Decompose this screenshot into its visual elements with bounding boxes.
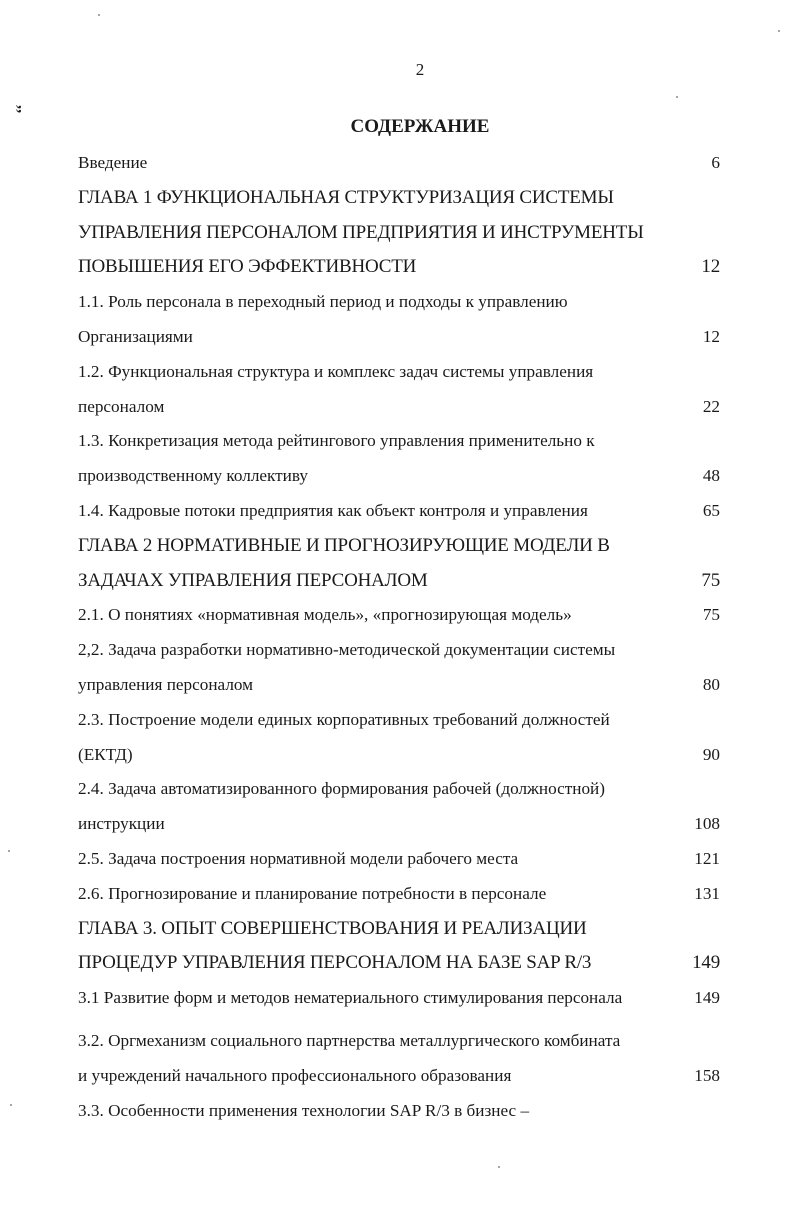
toc-text: ГЛАВА 3. ОПЫТ СОВЕРШЕНСТВОВАНИЯ И РЕАЛИЗАЦИИ	[78, 917, 587, 939]
toc-line	[78, 529, 720, 564]
toc-line	[78, 912, 720, 947]
scan-speck	[98, 14, 100, 16]
toc-page-number: 12	[702, 326, 720, 346]
toc-text: 2,2. Задача разработки нормативно-методической документации системы	[78, 640, 616, 660]
toc-line	[78, 181, 720, 216]
toc-line	[78, 738, 720, 773]
toc-text: Введение	[78, 153, 148, 172]
toc-line	[78, 1059, 720, 1094]
toc-text: ПРОЦЕДУР УПРАВЛЕНИЯ ПЕРСОНАЛОМ НА БАЗЕ SAP R/3	[78, 952, 592, 974]
toc-text: производственному коллективу	[78, 466, 309, 486]
toc-line	[78, 424, 720, 459]
toc-page-number: 90	[702, 744, 720, 764]
toc-text: персоналом	[78, 396, 165, 416]
toc-page-number: 22	[702, 396, 720, 416]
toc-page-number: 75	[701, 569, 720, 591]
toc-line	[78, 633, 720, 668]
page-number: 2	[415, 60, 425, 79]
toc-text: ГЛАВА 1 ФУНКЦИОНАЛЬНАЯ СТРУКТУРИЗАЦИЯ СИСТЕМЫ	[78, 186, 614, 208]
toc-text: 2.4. Задача автоматизированного формирования рабочей (должностной)	[78, 779, 605, 799]
toc-line	[78, 877, 720, 912]
toc-text: и учреждений начального профессионального образования	[78, 1065, 512, 1085]
toc-text: 2.5. Задача построения нормативной модели рабочего места	[78, 848, 519, 868]
toc-page-number: 75	[702, 605, 720, 625]
toc-text: 2.6. Прогнозирование и планирование потребности в персонале	[78, 883, 547, 903]
toc-text: ГЛАВА 2 НОРМАТИВНЫЕ И ПРОГНОЗИРУЮЩИЕ МОДЕЛИ В	[78, 534, 610, 556]
scan-speck	[676, 96, 678, 98]
toc-line	[78, 1024, 720, 1059]
toc-text: управления персоналом	[78, 674, 254, 694]
toc-line	[78, 946, 720, 981]
toc-line	[78, 703, 720, 738]
toc-text: 1.2. Функциональная структура и комплекс задач системы управления	[78, 361, 594, 381]
scan-speck	[778, 30, 780, 32]
table-of-contents	[78, 146, 720, 1128]
toc-page-number: 158	[694, 1065, 720, 1085]
toc-line	[78, 494, 720, 529]
toc-line	[78, 842, 720, 877]
toc-line	[78, 355, 720, 390]
toc-text: 3.3. Особенности применения технологии SAP R/3 в бизнес –	[78, 1100, 530, 1120]
toc-page-number: 149	[692, 952, 720, 974]
toc-line	[78, 146, 720, 181]
toc-line	[78, 668, 720, 703]
toc-line	[78, 981, 720, 1016]
toc-page-number: 48	[702, 466, 720, 486]
toc-page-number: 65	[702, 500, 720, 520]
toc-line	[78, 390, 720, 425]
toc-line	[78, 459, 720, 494]
toc-line	[78, 807, 720, 842]
toc-line	[78, 564, 720, 599]
toc-text: ПОВЫШЕНИЯ ЕГО ЭФФЕКТИВНОСТИ	[78, 256, 417, 278]
toc-line	[78, 250, 720, 285]
toc-text: Организациями	[78, 326, 193, 346]
toc-text: (ЕКТД)	[78, 744, 133, 764]
scan-speck	[10, 1104, 12, 1106]
toc-page-number: 12	[701, 256, 720, 278]
toc-page-number: 149	[694, 988, 720, 1008]
toc-page-number: 131	[694, 883, 720, 903]
toc-line	[78, 216, 720, 251]
toc-page-number: 121	[694, 848, 720, 868]
toc-page-number: 6	[711, 153, 720, 172]
toc-line	[78, 320, 720, 355]
page-title: СОДЕРЖАНИЕ	[350, 116, 490, 137]
toc-text: 2.3. Построение модели единых корпоративных требований должностей	[78, 709, 610, 729]
toc-text: 3.2. Оргмеханизм социального партнерства металлургического комбината	[78, 1030, 621, 1050]
toc-text: 3.1 Развитие форм и методов нематериального стимулирования персонала	[78, 988, 623, 1008]
toc-text: 2.1. О понятиях «нормативная модель», «прогнозирующая модель»	[78, 605, 572, 625]
scan-speck	[8, 850, 10, 852]
toc-page-number: 80	[702, 674, 720, 694]
toc-line	[78, 772, 720, 807]
toc-text: 1.4. Кадровые потоки предприятия как объект контроля и управления	[78, 500, 588, 520]
toc-text: 1.1. Роль персонала в переходный период и подходы к управлению	[78, 292, 568, 312]
toc-text: инструкции	[78, 814, 165, 834]
toc-text: УПРАВЛЕНИЯ ПЕРСОНАЛОМ ПРЕДПРИЯТИЯ И ИНСТРУМЕНТЫ	[78, 221, 644, 243]
margin-mark: ’’	[6, 104, 24, 114]
toc-page-number: 108	[694, 814, 720, 834]
toc-line	[78, 1094, 720, 1129]
toc-text: ЗАДАЧАХ УПРАВЛЕНИЯ ПЕРСОНАЛОМ	[78, 569, 428, 591]
scan-speck	[498, 1166, 500, 1168]
toc-text: 1.3. Конкретизация метода рейтингового управления применительно к	[78, 431, 595, 451]
toc-line	[78, 598, 720, 633]
toc-line	[78, 285, 720, 320]
